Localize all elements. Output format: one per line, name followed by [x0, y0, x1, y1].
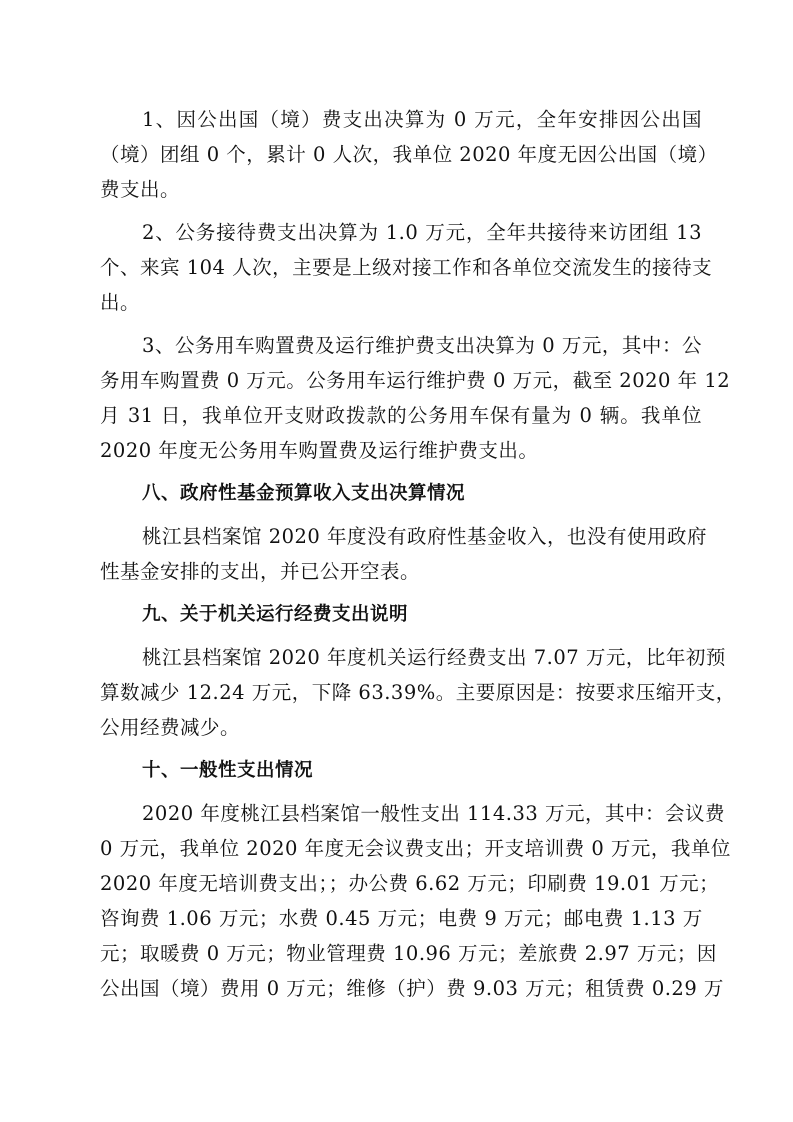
- text-line: 九、关于机关运行经费支出说明: [142, 604, 409, 625]
- section-heading: [100, 753, 702, 788]
- text-line: （境）团组 0 个，累计 0 人次，我单位 2020 年度无因公出国（境）: [100, 143, 718, 166]
- section-heading: [100, 476, 702, 511]
- text-line: 务用车购置费 0 万元。公务用车运行维护费 0 万元，截至 2020 年 12: [100, 369, 731, 392]
- text-line: 2020 年度无公务用车购置费及运行维护费支出。: [100, 439, 539, 462]
- text-line: 2020 年度桃江县档案馆一般性支出 114.33 万元，其中：会议费: [142, 802, 725, 825]
- text-line: 十、一般性支出情况: [142, 760, 314, 781]
- text-line: 0 万元，我单位 2020 年度无会议费支出；开支培训费 0 万元，我单位: [100, 837, 731, 860]
- text-line: 桃江县档案馆 2020 年度机关运行经费支出 7.07 万元，比年初预: [142, 646, 726, 669]
- text-line: 出。: [100, 291, 141, 314]
- section-heading: [100, 597, 702, 632]
- text-line: 公用经费减少。: [100, 716, 241, 739]
- text-line: 八、政府性基金预算收入支出决算情况: [142, 483, 466, 504]
- text-line: 算数减少 12.24 万元，下降 63.39%。主要原因是：按要求压缩开支，: [100, 681, 736, 704]
- text-line: 月 31 日，我单位开支财政拨款的公务用车保有量为 0 辆。我单位: [100, 404, 702, 427]
- text-line: 费支出。: [100, 178, 181, 201]
- body-paragraph: [100, 519, 708, 589]
- text-line: 桃江县档案馆 2020 年度没有政府性基金收入，也没有使用政府: [142, 525, 708, 548]
- text-line: 公出国（境）费用 0 万元；维修（护）费 9.03 万元；租赁费 0.29 万: [100, 977, 724, 1000]
- text-line: 3、公务用车购置费及运行维护费支出决算为 0 万元，其中：公: [142, 334, 702, 357]
- text-line: 2020 年度无培训费支出；；办公费 6.62 万元；印刷费 19.01 万元；: [100, 872, 720, 895]
- body-paragraph: [100, 796, 731, 1006]
- body-paragraph: [100, 102, 718, 207]
- text-line: 性基金安排的支出，并已公开空表。: [100, 560, 421, 583]
- text-line: 咨询费 1.06 万元；水费 0.45 万元；电费 9 万元；邮电费 1.13 万: [100, 907, 703, 930]
- text-line: 元；取暖费 0 万元；物业管理费 10.96 万元；差旅费 2.97 万元；因: [100, 942, 717, 965]
- body-paragraph: [100, 215, 713, 320]
- document-page: [100, 102, 736, 1006]
- text-line: 个、来宾 104 人次，主要是上级对接工作和各单位交流发生的接待支: [100, 256, 713, 279]
- body-paragraph: [100, 328, 731, 468]
- body-paragraph: [100, 640, 736, 745]
- text-line: 2、公务接待费支出决算为 1.0 万元，全年共接待来访团组 13: [142, 221, 702, 244]
- text-line: 1、因公出国（境）费支出决算为 0 万元，全年安排因公出国: [142, 108, 702, 131]
